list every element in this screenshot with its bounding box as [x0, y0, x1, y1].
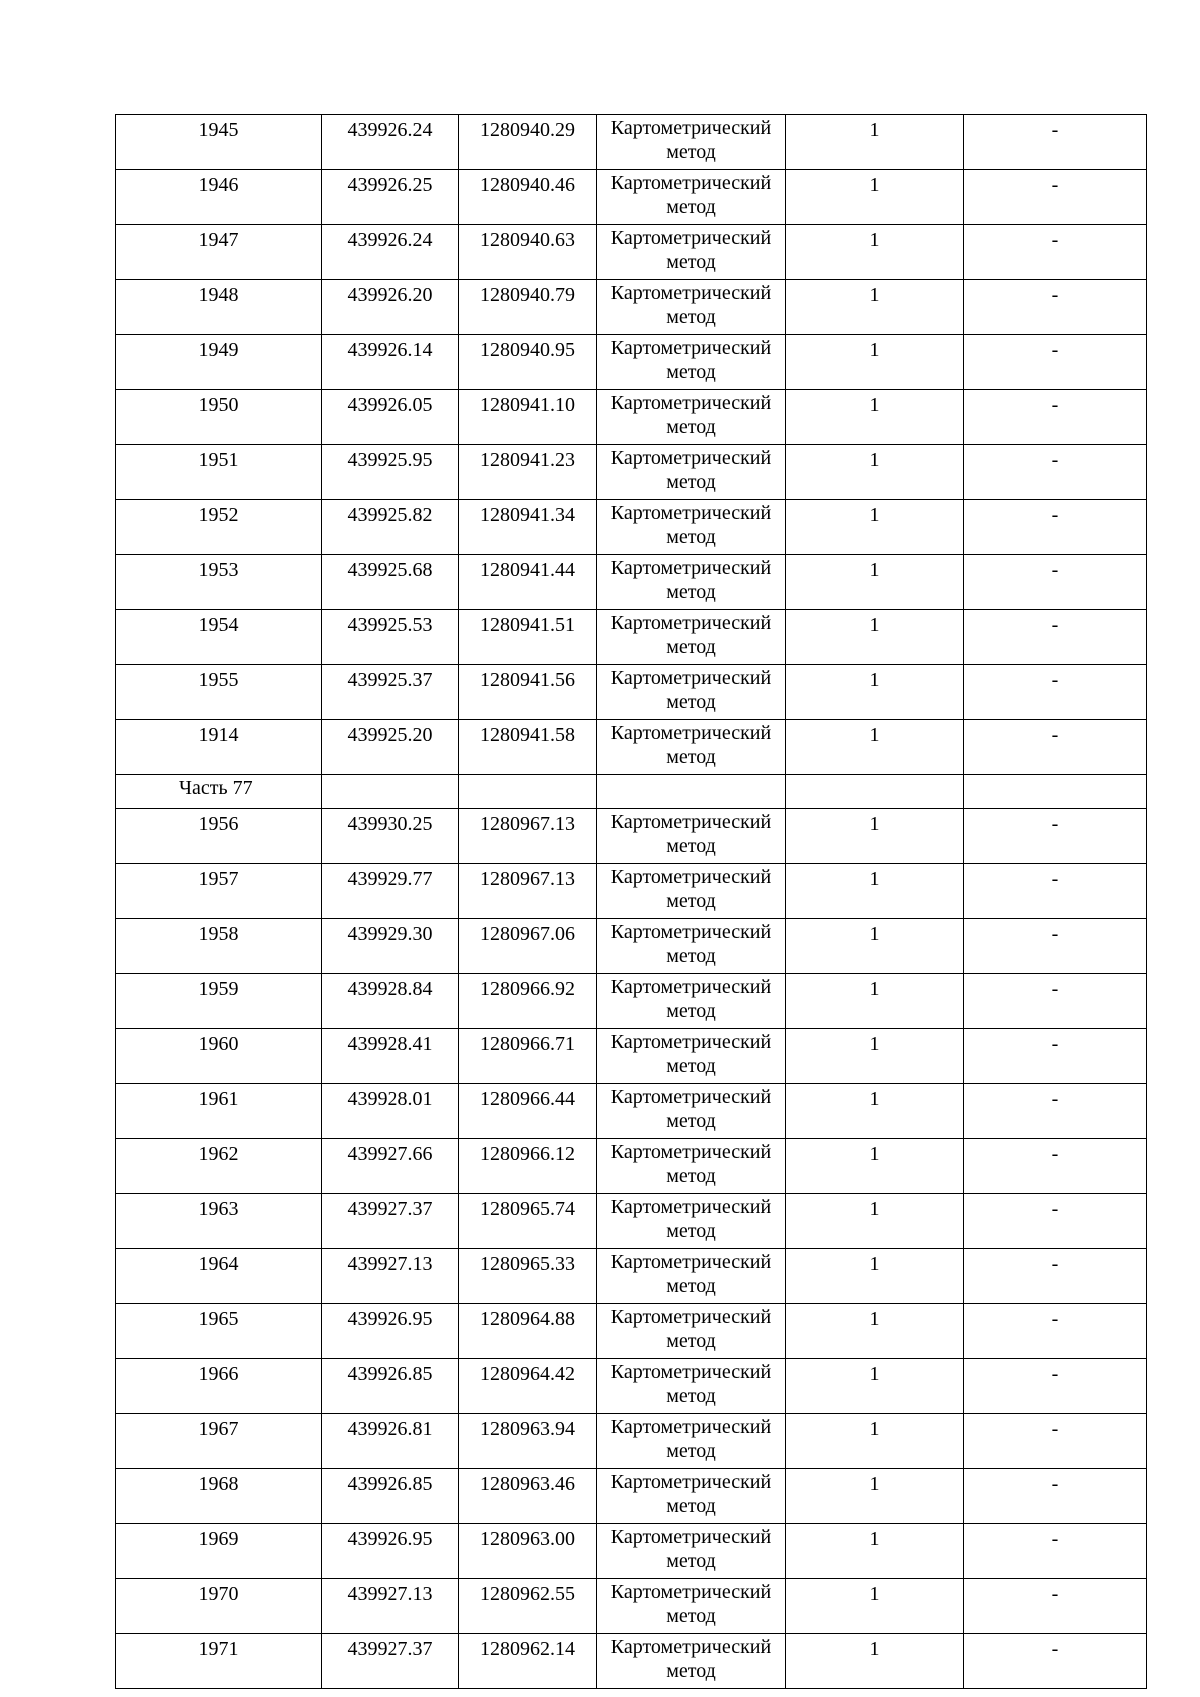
coordinate-x: 439928.41 — [322, 1029, 459, 1084]
empty-cell — [597, 775, 786, 809]
method-line-1: Картометрический — [610, 976, 772, 998]
precision-value: 1 — [786, 1524, 964, 1579]
precision-value: 1 — [786, 1469, 964, 1524]
coordinate-x: 439926.95 — [322, 1524, 459, 1579]
precision-value: 1 — [786, 1139, 964, 1194]
precision-value: 1 — [786, 335, 964, 390]
method-cell — [597, 1469, 786, 1524]
coordinate-y: 1280965.33 — [459, 1249, 597, 1304]
method-line-1: Картометрический — [610, 1581, 772, 1603]
method-cell — [597, 1634, 786, 1689]
precision-value: 1 — [786, 390, 964, 445]
method-line-2: метод — [666, 1220, 716, 1242]
method-cell — [597, 1194, 786, 1249]
description-value: - — [964, 919, 1147, 974]
coordinate-y: 1280966.92 — [459, 974, 597, 1029]
method-line-1: Картометрический — [610, 1361, 772, 1383]
description-value: - — [964, 1414, 1147, 1469]
method-line-2: метод — [666, 1000, 716, 1022]
coordinate-x: 439929.30 — [322, 919, 459, 974]
coordinate-y: 1280962.55 — [459, 1579, 597, 1634]
coordinate-x: 439926.81 — [322, 1414, 459, 1469]
empty-cell — [786, 775, 964, 809]
method-line-1: Картометрический — [610, 117, 772, 139]
description-value: - — [964, 500, 1147, 555]
method-line-2: метод — [666, 1605, 716, 1627]
point-number: 1960 — [116, 1029, 322, 1084]
method-line-1: Картометрический — [610, 1196, 772, 1218]
point-number: 1961 — [116, 1084, 322, 1139]
method-line-1: Картометрический — [610, 282, 772, 304]
description-value: - — [964, 555, 1147, 610]
method-line-1: Картометрический — [610, 557, 772, 579]
table-row — [116, 1359, 1147, 1414]
coordinate-y: 1280966.12 — [459, 1139, 597, 1194]
coordinate-y: 1280967.13 — [459, 809, 597, 864]
table-row — [116, 864, 1147, 919]
method-line-2: метод — [666, 1110, 716, 1132]
coordinate-x: 439925.95 — [322, 445, 459, 500]
description-value: - — [964, 1524, 1147, 1579]
coordinate-x: 439926.95 — [322, 1304, 459, 1359]
coordinate-x: 439926.85 — [322, 1469, 459, 1524]
precision-value: 1 — [786, 1579, 964, 1634]
method-line-1: Картометрический — [610, 811, 772, 833]
coordinate-x: 439926.25 — [322, 170, 459, 225]
point-number: 1959 — [116, 974, 322, 1029]
method-cell — [597, 1414, 786, 1469]
method-line-2: метод — [666, 1165, 716, 1187]
table-row — [116, 1139, 1147, 1194]
table-row — [116, 115, 1147, 170]
description-value: - — [964, 974, 1147, 1029]
coordinate-x: 439927.13 — [322, 1249, 459, 1304]
description-value: - — [964, 864, 1147, 919]
table-row — [116, 1469, 1147, 1524]
method-line-2: метод — [666, 141, 716, 163]
coordinate-y: 1280962.14 — [459, 1634, 597, 1689]
point-number: 1948 — [116, 280, 322, 335]
method-line-1: Картометрический — [610, 227, 772, 249]
precision-value: 1 — [786, 1249, 964, 1304]
precision-value: 1 — [786, 864, 964, 919]
coordinate-x: 439925.53 — [322, 610, 459, 665]
table-row — [116, 1249, 1147, 1304]
table-row — [116, 1084, 1147, 1139]
coordinate-y: 1280963.00 — [459, 1524, 597, 1579]
description-value: - — [964, 225, 1147, 280]
method-cell — [597, 1359, 786, 1414]
description-value: - — [964, 280, 1147, 335]
precision-value: 1 — [786, 809, 964, 864]
method-cell — [597, 1139, 786, 1194]
description-value: - — [964, 1579, 1147, 1634]
table-row — [116, 225, 1147, 280]
description-value: - — [964, 115, 1147, 170]
description-value: - — [964, 720, 1147, 775]
table-row — [116, 170, 1147, 225]
table-row — [116, 1029, 1147, 1084]
coordinate-x: 439925.37 — [322, 665, 459, 720]
method-cell — [597, 555, 786, 610]
coordinate-y: 1280964.88 — [459, 1304, 597, 1359]
method-cell — [597, 1249, 786, 1304]
method-line-1: Картометрический — [610, 1526, 772, 1548]
coordinate-y: 1280941.44 — [459, 555, 597, 610]
precision-value: 1 — [786, 1359, 964, 1414]
method-line-2: метод — [666, 746, 716, 768]
table-row — [116, 1304, 1147, 1359]
method-cell — [597, 280, 786, 335]
precision-value: 1 — [786, 1414, 964, 1469]
coordinate-x: 439926.05 — [322, 390, 459, 445]
method-line-2: метод — [666, 1055, 716, 1077]
coordinate-y: 1280940.95 — [459, 335, 597, 390]
empty-cell — [964, 775, 1147, 809]
method-line-2: метод — [666, 636, 716, 658]
coordinate-y: 1280967.13 — [459, 864, 597, 919]
table-row — [116, 500, 1147, 555]
method-line-2: метод — [666, 306, 716, 328]
description-value: - — [964, 1634, 1147, 1689]
point-number: 1957 — [116, 864, 322, 919]
coordinates-table — [115, 114, 1147, 1689]
description-value: - — [964, 335, 1147, 390]
precision-value: 1 — [786, 919, 964, 974]
point-number: 1914 — [116, 720, 322, 775]
description-value: - — [964, 390, 1147, 445]
method-line-1: Картометрический — [610, 1251, 772, 1273]
coordinate-y: 1280963.94 — [459, 1414, 597, 1469]
method-cell — [597, 170, 786, 225]
precision-value: 1 — [786, 555, 964, 610]
method-cell — [597, 225, 786, 280]
part-header-row — [116, 775, 1147, 809]
method-line-2: метод — [666, 1275, 716, 1297]
coordinate-y: 1280941.51 — [459, 610, 597, 665]
point-number: 1965 — [116, 1304, 322, 1359]
coordinate-x: 439926.14 — [322, 335, 459, 390]
method-cell — [597, 809, 786, 864]
point-number: 1958 — [116, 919, 322, 974]
method-line-1: Картометрический — [610, 172, 772, 194]
method-line-1: Картометрический — [610, 667, 772, 689]
method-cell — [597, 974, 786, 1029]
point-number: 1967 — [116, 1414, 322, 1469]
table-row — [116, 1579, 1147, 1634]
coordinate-x: 439926.20 — [322, 280, 459, 335]
method-cell — [597, 500, 786, 555]
description-value: - — [964, 1249, 1147, 1304]
method-cell — [597, 335, 786, 390]
precision-value: 1 — [786, 1634, 964, 1689]
precision-value: 1 — [786, 445, 964, 500]
coordinate-y: 1280966.71 — [459, 1029, 597, 1084]
method-cell — [597, 1029, 786, 1084]
coordinate-y: 1280940.63 — [459, 225, 597, 280]
method-line-2: метод — [666, 890, 716, 912]
method-cell — [597, 720, 786, 775]
precision-value: 1 — [786, 665, 964, 720]
table-row — [116, 720, 1147, 775]
point-number: 1949 — [116, 335, 322, 390]
method-cell — [597, 610, 786, 665]
method-line-2: метод — [666, 526, 716, 548]
coordinate-y: 1280966.44 — [459, 1084, 597, 1139]
description-value: - — [964, 1084, 1147, 1139]
method-line-1: Картометрический — [610, 921, 772, 943]
description-value: - — [964, 1194, 1147, 1249]
description-value: - — [964, 610, 1147, 665]
method-line-1: Картометрический — [610, 1636, 772, 1658]
method-line-1: Картометрический — [610, 502, 772, 524]
description-value: - — [964, 445, 1147, 500]
method-cell — [597, 1524, 786, 1579]
method-line-1: Картометрический — [610, 1086, 772, 1108]
method-line-2: метод — [666, 1495, 716, 1517]
method-line-1: Картометрический — [610, 447, 772, 469]
method-cell — [597, 665, 786, 720]
coordinate-x: 439925.68 — [322, 555, 459, 610]
method-cell — [597, 390, 786, 445]
method-line-2: метод — [666, 1550, 716, 1572]
method-line-1: Картометрический — [610, 866, 772, 888]
table-row — [116, 809, 1147, 864]
coordinate-x: 439929.77 — [322, 864, 459, 919]
coordinate-x: 439926.24 — [322, 115, 459, 170]
method-cell — [597, 864, 786, 919]
method-line-2: метод — [666, 471, 716, 493]
method-cell — [597, 115, 786, 170]
coordinate-x: 439928.84 — [322, 974, 459, 1029]
precision-value: 1 — [786, 280, 964, 335]
point-number: 1946 — [116, 170, 322, 225]
method-line-1: Картометрический — [610, 337, 772, 359]
precision-value: 1 — [786, 170, 964, 225]
empty-cell — [322, 775, 459, 809]
precision-value: 1 — [786, 225, 964, 280]
table-row — [116, 1524, 1147, 1579]
empty-cell — [459, 775, 597, 809]
method-cell — [597, 1579, 786, 1634]
point-number: 1963 — [116, 1194, 322, 1249]
precision-value: 1 — [786, 974, 964, 1029]
coordinate-x: 439925.82 — [322, 500, 459, 555]
description-value: - — [964, 1029, 1147, 1084]
coordinate-y: 1280941.23 — [459, 445, 597, 500]
precision-value: 1 — [786, 1304, 964, 1359]
precision-value: 1 — [786, 1029, 964, 1084]
table-row — [116, 335, 1147, 390]
point-number: 1969 — [116, 1524, 322, 1579]
table-row — [116, 280, 1147, 335]
point-number: 1954 — [116, 610, 322, 665]
coordinate-x: 439925.20 — [322, 720, 459, 775]
table-row — [116, 1414, 1147, 1469]
method-line-2: метод — [666, 251, 716, 273]
coordinate-y: 1280941.34 — [459, 500, 597, 555]
method-cell — [597, 445, 786, 500]
point-number: 1970 — [116, 1579, 322, 1634]
precision-value: 1 — [786, 500, 964, 555]
method-line-1: Картометрический — [610, 722, 772, 744]
coordinate-x: 439927.37 — [322, 1194, 459, 1249]
method-line-1: Картометрический — [610, 1471, 772, 1493]
method-cell — [597, 1304, 786, 1359]
description-value: - — [964, 809, 1147, 864]
coordinate-x: 439926.24 — [322, 225, 459, 280]
table-row — [116, 665, 1147, 720]
method-line-2: метод — [666, 1440, 716, 1462]
method-line-2: метод — [666, 1660, 716, 1682]
table-row — [116, 1634, 1147, 1689]
coordinate-y: 1280940.46 — [459, 170, 597, 225]
coordinate-x: 439926.85 — [322, 1359, 459, 1414]
description-value: - — [964, 170, 1147, 225]
coordinate-y: 1280940.29 — [459, 115, 597, 170]
coordinates-table-body — [116, 115, 1147, 1689]
method-line-2: метод — [666, 416, 716, 438]
method-line-2: метод — [666, 361, 716, 383]
method-line-2: метод — [666, 1385, 716, 1407]
description-value: - — [964, 1139, 1147, 1194]
point-number: 1962 — [116, 1139, 322, 1194]
coordinate-x: 439928.01 — [322, 1084, 459, 1139]
coordinate-y: 1280963.46 — [459, 1469, 597, 1524]
method-line-1: Картометрический — [610, 392, 772, 414]
method-line-2: метод — [666, 581, 716, 603]
table-row — [116, 974, 1147, 1029]
method-line-2: метод — [666, 945, 716, 967]
point-number: 1971 — [116, 1634, 322, 1689]
coordinate-x: 439927.66 — [322, 1139, 459, 1194]
coordinate-y: 1280941.10 — [459, 390, 597, 445]
point-number: 1945 — [116, 115, 322, 170]
method-cell — [597, 1084, 786, 1139]
method-line-1: Картометрический — [610, 612, 772, 634]
point-number: 1950 — [116, 390, 322, 445]
point-number: 1953 — [116, 555, 322, 610]
point-number: 1955 — [116, 665, 322, 720]
point-number: 1966 — [116, 1359, 322, 1414]
table-row — [116, 1194, 1147, 1249]
table-row — [116, 390, 1147, 445]
coordinate-x: 439930.25 — [322, 809, 459, 864]
precision-value: 1 — [786, 720, 964, 775]
point-number: 1956 — [116, 809, 322, 864]
point-number: 1952 — [116, 500, 322, 555]
method-line-2: метод — [666, 196, 716, 218]
table-row — [116, 919, 1147, 974]
coordinate-x: 439927.37 — [322, 1634, 459, 1689]
coordinate-y: 1280941.58 — [459, 720, 597, 775]
coordinate-y: 1280964.42 — [459, 1359, 597, 1414]
point-number: 1947 — [116, 225, 322, 280]
table-row — [116, 555, 1147, 610]
method-line-1: Картометрический — [610, 1031, 772, 1053]
description-value: - — [964, 1359, 1147, 1414]
coordinate-y: 1280941.56 — [459, 665, 597, 720]
coordinate-y: 1280965.74 — [459, 1194, 597, 1249]
coordinate-x: 439927.13 — [322, 1579, 459, 1634]
method-line-1: Картометрический — [610, 1306, 772, 1328]
precision-value: 1 — [786, 1084, 964, 1139]
part-label: Часть 77 — [116, 775, 322, 809]
method-line-2: метод — [666, 835, 716, 857]
point-number: 1964 — [116, 1249, 322, 1304]
point-number: 1951 — [116, 445, 322, 500]
description-value: - — [964, 665, 1147, 720]
coordinate-y: 1280940.79 — [459, 280, 597, 335]
method-line-2: метод — [666, 691, 716, 713]
method-line-1: Картометрический — [610, 1141, 772, 1163]
table-row — [116, 445, 1147, 500]
method-cell — [597, 919, 786, 974]
description-value: - — [964, 1469, 1147, 1524]
table-row — [116, 610, 1147, 665]
precision-value: 1 — [786, 115, 964, 170]
point-number: 1968 — [116, 1469, 322, 1524]
precision-value: 1 — [786, 1194, 964, 1249]
description-value: - — [964, 1304, 1147, 1359]
precision-value: 1 — [786, 610, 964, 665]
method-line-2: метод — [666, 1330, 716, 1352]
coordinate-y: 1280967.06 — [459, 919, 597, 974]
method-line-1: Картометрический — [610, 1416, 772, 1438]
